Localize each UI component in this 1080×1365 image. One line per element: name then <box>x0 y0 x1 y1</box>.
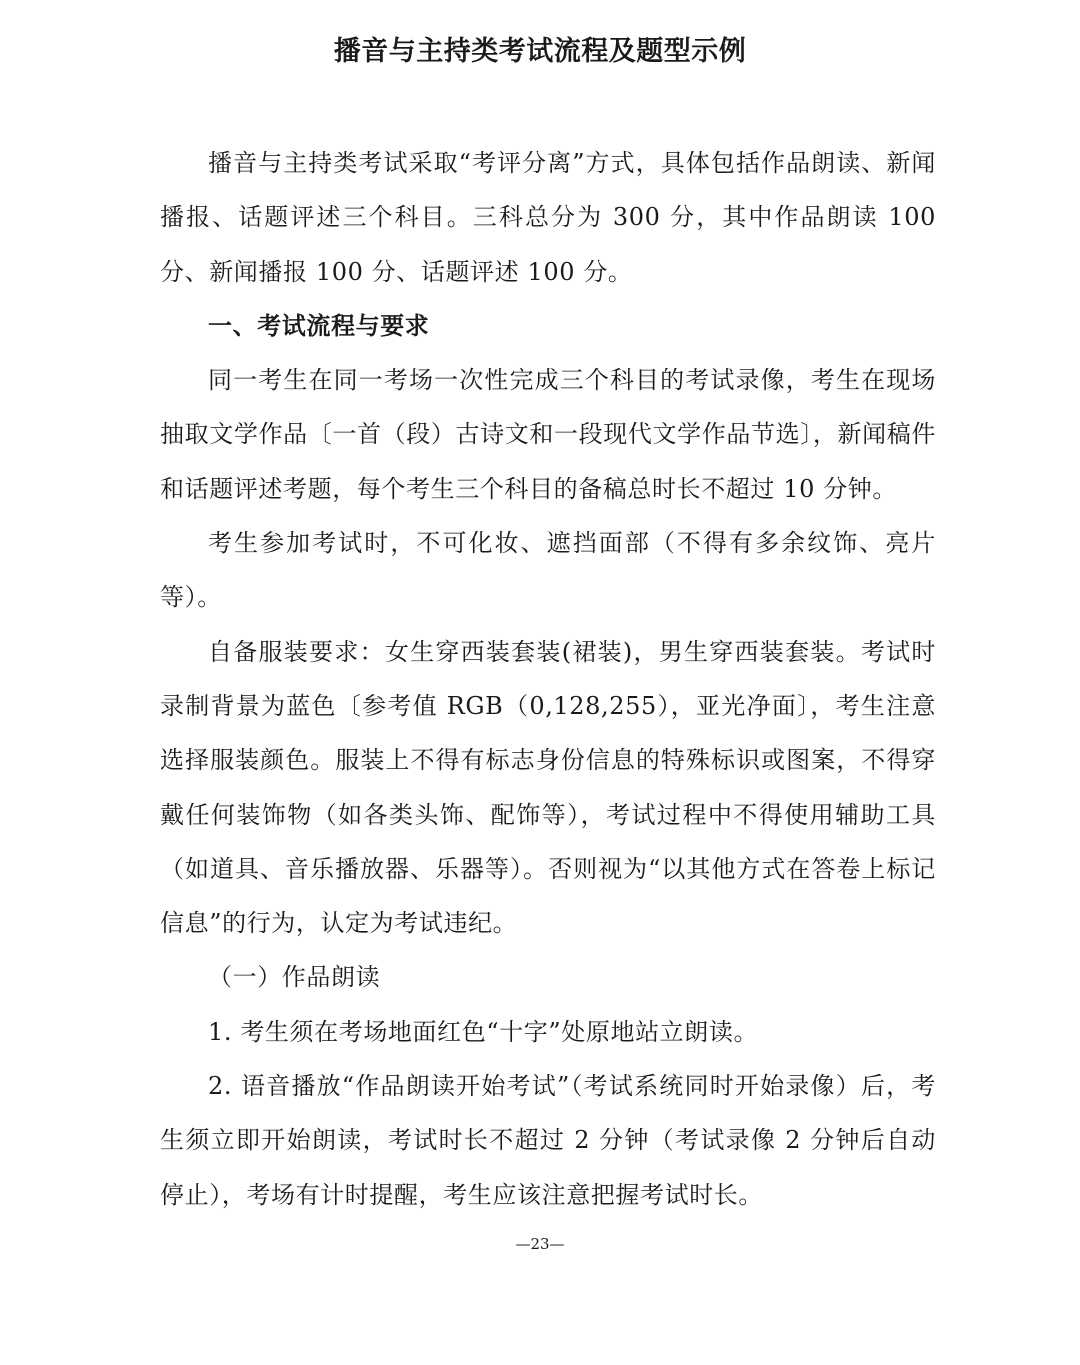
paragraph-clothing: 自备服装要求：女生穿西装套装(裙装)，男生穿西装套装。考试时录制背景为蓝色〔参考值 RGB（0,128,255），亚光净面〕，考生注意选择服装颜色。服装上不得有标志身份信息的特殊标识或图案，不得穿戴任何装饰物（如各类头饰、配饰等），考试过程中不得使用辅助工具（如道具、音乐播放器、乐器等）。否则视为“以其他方式在答卷上标记信息”的行为，认定为考试违纪。 <box>160 637 936 938</box>
intro-paragraph: 播音与主持类考试采取“考评分离”方式，具体包括作品朗读、新闻播报、话题评述三个科目。三科总分为 300 分，其中作品朗读 100 分、新闻播报 100 分、话题评述 100 分。 <box>160 149 936 286</box>
list-item-1: 1. 考生须在考场地面红色“十字”处原地站立朗读。 <box>208 1017 759 1046</box>
paragraph-makeup: 考生参加考试时，不可化妆、遮挡面部（不得有多余纹饰、亮片等）。 <box>160 529 936 612</box>
list-item-2: 2. 语音播放“作品朗读开始考试”（考试系统同时开始录像）后，考生须立即开始朗读，考试时长不超过 2 分钟（考试录像 2 分钟后自动停止），考场有计时提醒，考生应该注意把握考试时长。 <box>160 1072 936 1209</box>
document-body <box>160 136 936 1222</box>
section-heading: 一、考试流程与要求 <box>208 311 430 340</box>
page-title: 播音与主持类考试流程及题型示例 <box>333 36 747 67</box>
page-number: —23— <box>515 1235 565 1253</box>
subsection-heading: （一）作品朗读 <box>208 963 381 992</box>
paragraph-process: 同一考生在同一考场一次性完成三个科目的考试录像，考生在现场抽取文学作品〔一首（段）古诗文和一段现代文学作品节选〕，新闻稿件和话题评述考题，每个考生三个科目的备稿总时长不超过 10 分钟。 <box>160 366 936 503</box>
